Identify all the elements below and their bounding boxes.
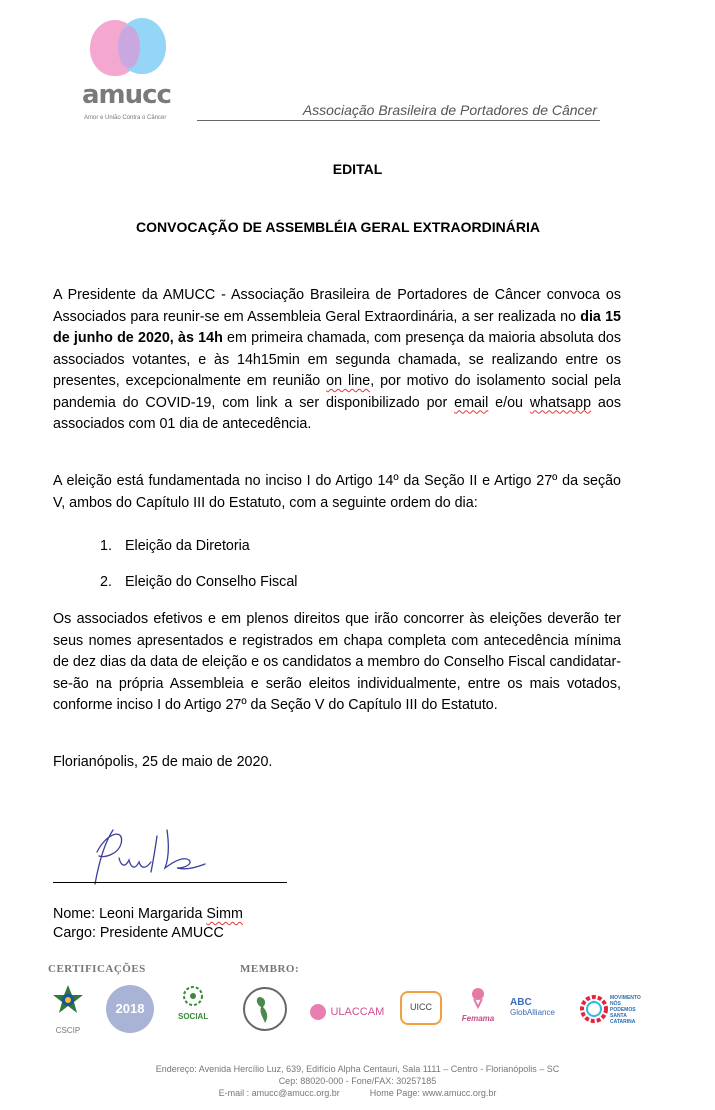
agenda-item-number: 2. (100, 574, 112, 590)
leaf-icon (182, 985, 204, 1007)
member-label: MEMBRO: (240, 963, 300, 975)
paragraph-election-basis-text: A eleição está fundamentada no inciso I do Artigo 14º da Seção II e Artigo 27º da seção V, ambos do Capítulo III do Estatuto, com a seguinte ordem do dia: (53, 473, 621, 511)
cscip-label: CSCIP (55, 1026, 81, 1035)
paragraph-candidates-text: Os associados efetivos e em plenos direitos que irão concorrer às eleições deverão ter seus nomes apresentados e registrados em chapa completa com antecedência mínima de dez dias da data de eleição e os candidatos a membro do Conselho Fiscal candidatar-se-ão na própria Assembleia e serão eleitos individualmente, entre os mais votados, conforme inciso I do Artigo 27º da Seção V do Capítulo III do Estatuto. (53, 611, 621, 713)
signer-role: Cargo: Presidente AMUCC (53, 925, 224, 941)
footer-cep: Cep: 88020-000 - Fone/FAX: 30257185 (278, 1076, 437, 1086)
americas-map-icon (245, 989, 285, 1029)
agenda-item-text: Eleição da Diretoria (125, 538, 250, 554)
agenda-item (100, 574, 297, 590)
p1-text-2: em primeira chamada, com presença da maioria absoluta dos associados votantes, e às 14h15min em segunda chamada, se realizando entre os presentes, excepcionalmente em reunião (53, 330, 621, 389)
ods-logo (580, 993, 644, 1029)
ulaccam-logo (310, 1003, 390, 1021)
ribbon-icon (310, 1004, 326, 1020)
footer-address: Endereço: Avenida Hercílio Luz, 639, Edifício Alpha Centauri, Sala 1111 – Centro - Florianópolis – SC (155, 1064, 560, 1074)
uicc-label: UICC (410, 1002, 432, 1012)
date-line: Florianópolis, 25 de maio de 2020. (53, 754, 273, 770)
ods-wheel-icon (580, 995, 608, 1023)
abc-global-alliance-logo (510, 997, 572, 1017)
paragraph-convocation-body (53, 285, 621, 436)
signer-name-label: Nome: Leoni Margarida (53, 906, 207, 922)
logo-brand-text: amucc (82, 80, 171, 110)
signer-name (53, 905, 243, 924)
organization-name: Associação Brasileira de Portadores de Câncer (197, 102, 600, 121)
document-subtitle: CONVOCAÇÃO DE ASSEMBLÉIA GERAL EXTRAORDINÁRIA (136, 219, 540, 235)
signer-info (53, 905, 243, 943)
p1-text-5: aos associados com 01 dia de antecedência. (53, 394, 621, 432)
femama-logo (458, 987, 498, 1023)
signer-surname: Simm (206, 906, 243, 922)
footer-homepage: Home Page: www.amucc.org.br (369, 1088, 497, 1098)
agenda-item-number: 1. (100, 538, 112, 554)
footer-email: E-mail : amucc@amucc.org.br (218, 1088, 340, 1098)
global-alliance-label: GlobAlliance (510, 1008, 555, 1017)
logo-overlap (118, 26, 140, 68)
p1-online: on line (326, 373, 371, 389)
p1-text-4: e/ou (488, 394, 530, 411)
paragraph-candidates (53, 609, 621, 717)
p1-email: email (454, 394, 489, 411)
ulaccam-label: ULACCAM (330, 1005, 385, 1018)
logo-tagline: Amor e União Contra o Câncer (84, 115, 167, 121)
amucc-logo (80, 12, 180, 127)
certifications-label: CERTIFICAÇÕES (48, 963, 146, 975)
p1-text-1: A Presidente da AMUCC - Associação Brasileira de Portadores de Câncer convoca os Associados para reunir-se em Assembleia Geral Extraordinária, a ser realizada no (53, 287, 621, 325)
paragraph-election-basis (53, 471, 621, 514)
p1-text-3: , por motivo do isolamento social pela pandemia do COVID-19, com link a ser disponibilizado por (53, 373, 621, 411)
coat-of-arms-icon (50, 983, 86, 1021)
signature-line (53, 882, 287, 883)
cscip-badge (50, 983, 86, 1035)
transparencia-badge (106, 985, 154, 1033)
agenda-item-text: Eleição do Conselho Fiscal (125, 574, 298, 590)
p1-date-bold: dia 15 de junho de 2020, às 14h (53, 308, 621, 346)
document-title: EDITAL (332, 161, 383, 177)
p1-whatsapp: whatsapp (529, 394, 592, 411)
social-badge (178, 985, 208, 1021)
abc-label: ABC (510, 997, 532, 1008)
footer-contact (0, 1087, 715, 1099)
femama-label: Femama (461, 1014, 495, 1023)
pink-ribbon-icon (469, 987, 487, 1009)
partner-logos (40, 983, 650, 1038)
agenda-item (100, 538, 250, 554)
membro-seal (243, 987, 287, 1031)
transparencia-year: 2018 (115, 1001, 145, 1016)
uicc-logo (400, 991, 442, 1025)
social-label: SOCIAL (178, 1012, 209, 1021)
paragraph-convocation (53, 285, 621, 436)
ods-label: MOVIMENTO NÓS PODEMOS SANTA CATARINA (610, 995, 641, 1025)
